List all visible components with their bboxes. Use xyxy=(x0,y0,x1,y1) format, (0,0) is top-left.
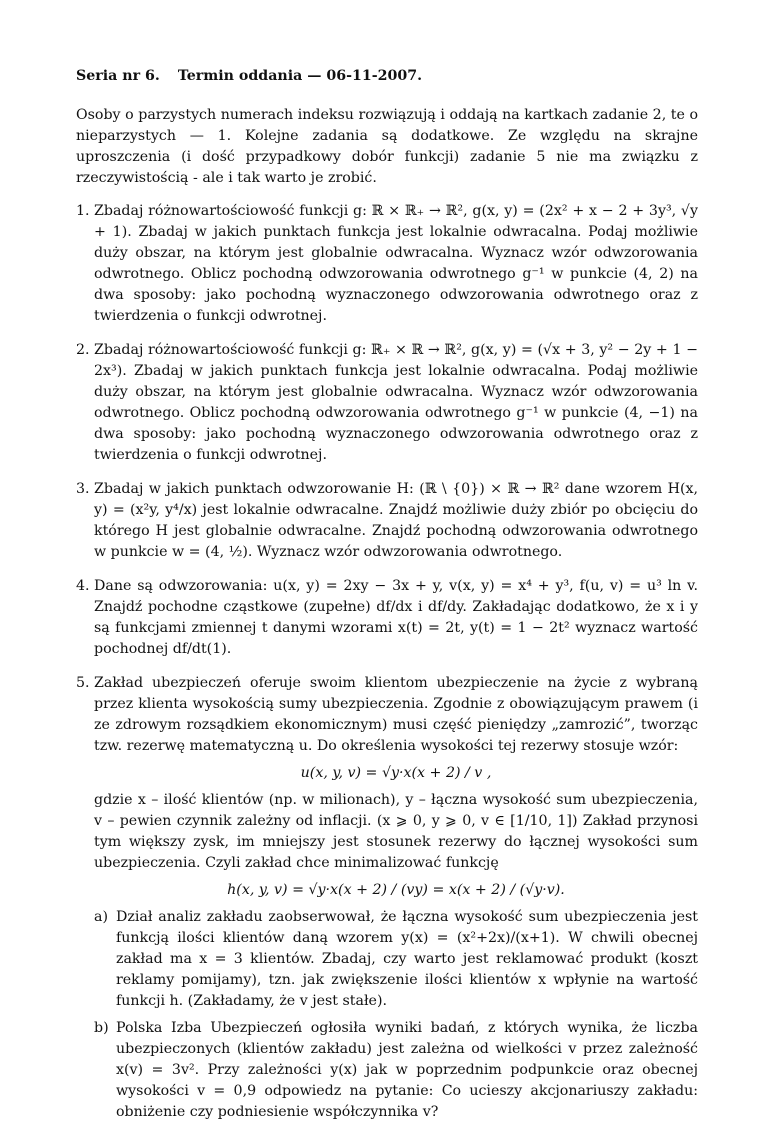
task-1 xyxy=(76,201,698,327)
task-text: Dane są odwzorowania: u(x, y) = 2xy − 3x + y, v(x, y) = x⁴ + y³, f(u, v) = u³ ln v. Znajdź pochodne cząstkowe (zupełne) df/dx i df/dy. Zakładając dodatkowo, że x i y są funkcjami zmiennej t danymi wzorami x(t) = 2t, y(t) = 1 − 2t² wyznacz wartość pochodnej df/dt(1). xyxy=(94,578,698,657)
task-2 xyxy=(76,340,698,466)
subtask-b xyxy=(94,1018,698,1123)
deadline-label: Termin oddania — 06-11-2007. xyxy=(177,68,423,84)
task-number: 3. xyxy=(76,481,90,497)
series-label: Seria nr 6. xyxy=(76,68,160,84)
task-text: Zbadaj różnowartościowość funkcji g: ℝ × ℝ₊ → ℝ², g(x, y) = (2x² + x − 2 + 3y³, √y + 1). Zbadaj w jakich punktach funkcja jest lokalnie odwracalna. Podaj możliwie duży obszar, na którym jest globalnie odwracalna. Wyznacz wzór odwzorowania odwrotnego. Oblicz pochodną odwzorowania odwrotnego g⁻¹ w punkcie (4, 2) na dwa sposoby: jako pochodną wyznaczonego odwzorowania odwrotnego oraz z twierdzenia o funkcji odwrotnej. xyxy=(94,203,698,324)
header xyxy=(76,66,698,87)
task-4 xyxy=(76,576,698,660)
task-number: 4. xyxy=(76,578,90,594)
reserve-formula: u(x, y, v) = √y·x(x + 2) / v , xyxy=(300,765,492,781)
task-text-continued: gdzie x – ilość klientów (np. w milionach), y – łączna wysokość sum ubezpieczenia, v – pewien czynnik zależny od inflacji. (x ⩾ 0, y ⩾ 0, v ∈ [1/10, 1]) Zakład przynosi tym większy zysk, im mniejszy jest stosunek rezerwy do łącznej wysokości sum ubezpieczenia. Czyli zakład chce minimalizować funkcję xyxy=(94,792,698,871)
task-3 xyxy=(76,479,698,563)
subtask-text: Polska Izba Ubezpieczeń ogłosiła wyniki badań, z których wynika, że liczba ubezpieczonych (klientów zakładu) jest zależna od wielkości v przez zależność x(v) = 3v². Przy zależności y(x) jak w poprzednim podpunkcie oraz obecnej wysokości v = 0,9 odpowiedz na pytanie: Co ucieszy akcjonariuszy zakładu: obniżenie czy podniesienie współczynnika v? xyxy=(116,1020,698,1120)
task-5 xyxy=(76,673,698,1123)
task-number: 5. xyxy=(76,675,90,691)
subtask-a xyxy=(94,907,698,1012)
task-number: 2. xyxy=(76,342,90,358)
task-number: 1. xyxy=(76,203,90,219)
task-text: Zakład ubezpieczeń oferuje swoim klientom ubezpieczenie na życie z wybraną przez klienta wysokością sumy ubezpieczenia. Zgodnie z obowiązującym prawem (i ze zdrowym rozsądkiem ekonomicznym) musi część pieniędzy „zamrozić”, tworząc tzw. rezerwę matematyczną u. Do określenia wysokości tej rezerwy stosuje wzór: xyxy=(94,675,698,754)
subtask-label: b) xyxy=(94,1020,109,1036)
subtask-label: a) xyxy=(94,909,108,925)
task-text: Zbadaj w jakich punktach odwzorowanie H: (ℝ \ {0}) × ℝ → ℝ² dane wzorem H(x, y) = (x²y, y⁴/x) jest lokalnie odwracalne. Znajdź możliwie duży zbiór po obcięciu do którego H jest globalnie odwracalne. Znajdź pochodną odwzorowania odwrotnego w punkcie w = (4, ½). Wyznacz wzór odwzorowania odwrotnego. xyxy=(94,481,698,560)
objective-formula: h(x, y, v) = √y·x(x + 2) / (vy) = x(x + 2) / (√y·v). xyxy=(227,882,565,898)
document-page xyxy=(76,66,698,1136)
task-text: Zbadaj różnowartościowość funkcji g: ℝ₊ × ℝ → ℝ², g(x, y) = (√x + 3, y² − 2y + 1 − 2x³). Zbadaj w jakich punktach funkcja jest lokalnie odwracalna. Podaj możliwie duży obszar, na którym jest globalnie odwracalna. Wyznacz wzór odwzorowania odwrotnego. Oblicz pochodną odwzorowania odwrotnego g⁻¹ w punkcie (4, −1) na dwa sposoby: jako pochodną wyznaczonego odwzorowania odwrotnego oraz z twierdzenia o funkcji odwrotnej. xyxy=(94,342,698,463)
intro-paragraph: Osoby o parzystych numerach indeksu rozwiązują i oddają na kartkach zadanie 2, te o nieparzystych — 1. Kolejne zadania są dodatkowe. Ze względu na skrajne uproszczenia (i dość przypadkowy dobór funkcji) zadanie 5 nie ma związku z rzeczywistością - ale i tak warto je zrobić. xyxy=(76,107,698,186)
subtask-text: Dział analiz zakładu zaobserwował, że łączna wysokość sum ubezpieczenia jest funkcją ilości klientów daną wzorem y(x) = (x²+2x)/(x+1). W chwili obecnej zakład ma x = 3 klientów. Zbadaj, czy warto jest reklamować produkt (koszt reklamy pomijamy), tzn. jak zwiększenie ilości klientów x wpłynie na wartość funkcji h. (Zakładamy, że v jest stałe). xyxy=(116,909,698,1009)
